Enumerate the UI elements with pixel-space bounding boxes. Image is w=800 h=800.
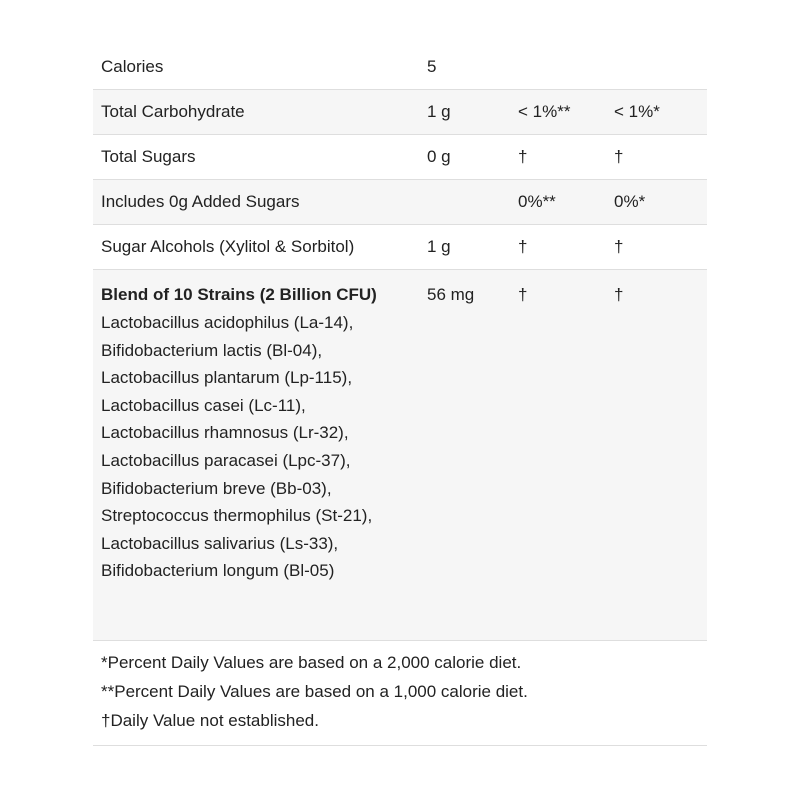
nutrient-name: Includes 0g Added Sugars [101,192,300,211]
strain-item: Bifidobacterium lactis (Bl-04), [101,340,323,360]
table-row-sugar-alcohols [93,225,707,270]
strain-item: Lactobacillus plantarum (Lp-115), [101,368,353,388]
table-row-calories [93,45,707,90]
footnotes [93,641,707,746]
table-row-probiotic-blend [93,270,707,641]
daily-value-2000: † [614,285,624,304]
strain-item: Bifidobacterium breve (Bb-03), [101,478,332,498]
strain-item: Lactobacillus rhamnosus (Lr-32), [101,423,349,443]
footnote-dagger: †Daily Value not established. [101,711,319,730]
table-row-added-sugars [93,180,707,225]
strain-item: Lactobacillus paracasei (Lpc-37), [101,450,351,470]
daily-value-2000: < 1%* [614,102,660,121]
nutrient-name: Total Carbohydrate [101,102,245,121]
footnote-1000-calorie: **Percent Daily Values are based on a 1,000 calorie diet. [101,682,528,701]
daily-value-2000: 0%* [614,192,646,211]
daily-value-1000: † [518,237,528,256]
supplement-facts-table [93,45,707,746]
table-row-total-sugars [93,135,707,180]
daily-value-1000: † [518,147,528,166]
nutrient-amount: 1 g [427,237,451,256]
strain-item: Lactobacillus casei (Lc-11), [101,395,306,415]
nutrient-amount: 56 mg [427,285,475,304]
blend-description [93,281,427,585]
strain-item: Bifidobacterium longum (Bl-05) [101,561,335,581]
strain-item: Streptococcus thermophilus (St-21), [101,506,373,526]
nutrient-amount: 1 g [427,102,451,121]
daily-value-2000: † [614,237,624,256]
strain-item: Lactobacillus salivarius (Ls-33), [101,533,339,553]
nutrient-amount: 0 g [427,147,451,166]
footnote-2000-calorie: *Percent Daily Values are based on a 2,000 calorie diet. [101,653,522,672]
nutrient-name: Sugar Alcohols (Xylitol & Sorbitol) [101,237,355,256]
table-row-total-carbohydrate [93,90,707,135]
daily-value-1000: < 1%** [518,102,571,121]
nutrient-name: Total Sugars [101,147,196,166]
blend-title: Blend of 10 Strains (2 Billion CFU) [101,285,377,304]
daily-value-1000: † [518,285,528,304]
daily-value-2000: † [614,147,624,166]
strain-item: Lactobacillus acidophilus (La-14), [101,313,354,332]
daily-value-1000: 0%** [518,192,556,211]
nutrient-amount: 5 [427,57,437,76]
nutrient-name: Calories [101,57,164,76]
